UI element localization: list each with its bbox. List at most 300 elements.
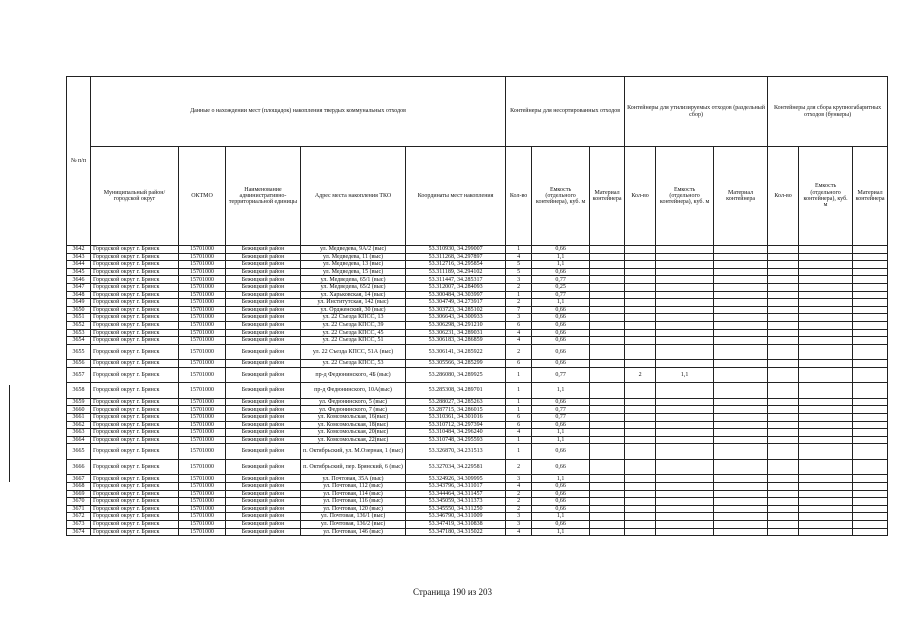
- material-sorted-cell: [714, 246, 768, 254]
- column-header-material: Материал контейнера: [590, 147, 625, 246]
- qty-bulky-cell: [768, 291, 799, 299]
- volume-sorted-cell: [656, 528, 714, 536]
- row-number: 3667: [67, 475, 91, 483]
- address-cell: ул. Комсомольская, 22(выс): [301, 436, 406, 444]
- volume-sorted-cell: [656, 398, 714, 406]
- qty-cell: 4: [506, 337, 532, 345]
- material-sorted-cell: [714, 299, 768, 307]
- volume-bulky-cell: [799, 283, 853, 291]
- oktmo-cell: 15701000: [179, 505, 226, 513]
- column-header-address: Адрес места накопления ТКО: [301, 147, 406, 246]
- qty-sorted-cell: [625, 528, 656, 536]
- coords-cell: 53.305566, 34.285299: [406, 360, 506, 368]
- qty-sorted-cell: [625, 314, 656, 322]
- material-sorted-cell: [714, 291, 768, 299]
- municipal-cell: Городской округ г. Брянск: [91, 383, 179, 399]
- volume-sorted-cell: [656, 321, 714, 329]
- qty-sorted-cell: [625, 505, 656, 513]
- material-sorted-cell: [714, 414, 768, 422]
- table-row: [67, 421, 888, 429]
- volume-bulky-cell: [799, 398, 853, 406]
- material-sorted-cell: [714, 490, 768, 498]
- territory-cell: Бежицкий район: [226, 520, 301, 528]
- volume-cell: 0,66: [532, 314, 590, 322]
- oktmo-cell: 15701000: [179, 475, 226, 483]
- coords-cell: 53.347180, 34.315022: [406, 528, 506, 536]
- qty-cell: 1: [506, 406, 532, 414]
- coords-cell: 53.324926, 34.309995: [406, 475, 506, 483]
- row-number: 3673: [67, 520, 91, 528]
- qty-cell: 2: [506, 490, 532, 498]
- qty-bulky-cell: [768, 268, 799, 276]
- volume-bulky-cell: [799, 421, 853, 429]
- volume-cell: 0,66: [532, 246, 590, 254]
- address-cell: ул. Почтовая, 146 (выс): [301, 528, 406, 536]
- material-sorted-cell: [714, 261, 768, 269]
- qty-cell: 2: [506, 498, 532, 506]
- municipal-cell: Городской округ г. Брянск: [91, 337, 179, 345]
- material-cell: [590, 261, 625, 269]
- qty-cell: 2: [506, 344, 532, 360]
- municipal-cell: Городской округ г. Брянск: [91, 283, 179, 291]
- qty-bulky-cell: [768, 306, 799, 314]
- territory-cell: Бежицкий район: [226, 490, 301, 498]
- oktmo-cell: 15701000: [179, 268, 226, 276]
- territory-cell: Бежицкий район: [226, 360, 301, 368]
- volume-sorted-cell: [656, 383, 714, 399]
- address-cell: ул. Медведева, 65/1 (выс): [301, 276, 406, 284]
- volume-sorted-cell: [656, 246, 714, 254]
- table-row: [67, 299, 888, 307]
- qty-cell: 6: [506, 414, 532, 422]
- table-row: [67, 246, 888, 254]
- volume-cell: 0,66: [532, 306, 590, 314]
- row-number: 3674: [67, 528, 91, 536]
- volume-cell: 0,66: [532, 505, 590, 513]
- oktmo-cell: 15701000: [179, 528, 226, 536]
- material-bulky-cell: [853, 283, 888, 291]
- group-header-unsorted: Контейнеры для несортированных отходов: [506, 77, 625, 147]
- material-bulky-cell: [853, 360, 888, 368]
- volume-sorted-cell: [656, 436, 714, 444]
- qty-cell: 2: [506, 459, 532, 475]
- oktmo-cell: 15701000: [179, 398, 226, 406]
- volume-bulky-cell: [799, 482, 853, 490]
- volume-bulky-cell: [799, 268, 853, 276]
- address-cell: ул. Почтовая, 112 (выс): [301, 482, 406, 490]
- row-number: 3664: [67, 436, 91, 444]
- qty-bulky-cell: [768, 283, 799, 291]
- table-row: [67, 276, 888, 284]
- table-row: [67, 261, 888, 269]
- volume-bulky-cell: [799, 261, 853, 269]
- coords-cell: 53.327034, 34.229581: [406, 459, 506, 475]
- material-bulky-cell: [853, 398, 888, 406]
- volume-cell: 0,66: [532, 268, 590, 276]
- address-cell: ул. Комсомольская, 16(выс): [301, 414, 406, 422]
- qty-bulky-cell: [768, 261, 799, 269]
- table-row: [67, 436, 888, 444]
- row-number: 3671: [67, 505, 91, 513]
- oktmo-cell: 15701000: [179, 367, 226, 383]
- row-number: 3670: [67, 498, 91, 506]
- material-bulky-cell: [853, 436, 888, 444]
- material-cell: [590, 314, 625, 322]
- row-number: 3658: [67, 383, 91, 399]
- territory-cell: Бежицкий район: [226, 406, 301, 414]
- municipal-cell: Городской округ г. Брянск: [91, 314, 179, 322]
- material-cell: [590, 306, 625, 314]
- qty-bulky-cell: [768, 321, 799, 329]
- table-row: [67, 321, 888, 329]
- coords-cell: 53.310748, 34.295593: [406, 436, 506, 444]
- address-cell: ул. Почтовая, 116 (выс): [301, 498, 406, 506]
- qty-cell: 1: [506, 398, 532, 406]
- coords-cell: 53.303723, 34.285102: [406, 306, 506, 314]
- material-bulky-cell: [853, 414, 888, 422]
- municipal-cell: Городской округ г. Брянск: [91, 406, 179, 414]
- volume-sorted-cell: [656, 498, 714, 506]
- coords-cell: 53.312007, 34.284093: [406, 283, 506, 291]
- coords-cell: 53.345550, 34.311250: [406, 505, 506, 513]
- material-sorted-cell: [714, 314, 768, 322]
- municipal-cell: Городской округ г. Брянск: [91, 490, 179, 498]
- territory-cell: Бежицкий район: [226, 268, 301, 276]
- territory-cell: Бежицкий район: [226, 337, 301, 345]
- qty-cell: 4: [506, 253, 532, 261]
- material-sorted-cell: [714, 459, 768, 475]
- material-bulky-cell: [853, 276, 888, 284]
- column-header-qty-sorted: Кол-во: [625, 147, 656, 246]
- qty-cell: 1: [506, 367, 532, 383]
- material-cell: [590, 321, 625, 329]
- volume-cell: 0,66: [532, 344, 590, 360]
- qty-sorted-cell: [625, 436, 656, 444]
- volume-bulky-cell: [799, 291, 853, 299]
- territory-cell: Бежицкий район: [226, 444, 301, 460]
- territory-cell: Бежицкий район: [226, 314, 301, 322]
- qty-cell: 1: [506, 246, 532, 254]
- material-sorted-cell: [714, 436, 768, 444]
- volume-sorted-cell: [656, 276, 714, 284]
- qty-cell: 6: [506, 360, 532, 368]
- volume-cell: 0,66: [532, 459, 590, 475]
- material-sorted-cell: [714, 421, 768, 429]
- material-bulky-cell: [853, 246, 888, 254]
- qty-cell: 2: [506, 299, 532, 307]
- row-number: 3660: [67, 406, 91, 414]
- table-row: [67, 360, 888, 368]
- address-cell: п. Октябрьский, пер. Брянский, 6 (выс): [301, 459, 406, 475]
- material-cell: [590, 246, 625, 254]
- address-cell: ул. 22 Съезда КПСС, 39: [301, 321, 406, 329]
- volume-bulky-cell: [799, 344, 853, 360]
- qty-sorted-cell: [625, 283, 656, 291]
- material-sorted-cell: [714, 520, 768, 528]
- oktmo-cell: 15701000: [179, 360, 226, 368]
- material-bulky-cell: [853, 505, 888, 513]
- territory-cell: Бежицкий район: [226, 429, 301, 437]
- volume-sorted-cell: [656, 360, 714, 368]
- territory-cell: Бежицкий район: [226, 383, 301, 399]
- oktmo-cell: 15701000: [179, 283, 226, 291]
- qty-sorted-cell: [625, 398, 656, 406]
- municipal-cell: Городской округ г. Брянск: [91, 329, 179, 337]
- page-number: Страница 190 из 203: [413, 587, 492, 597]
- volume-bulky-cell: [799, 505, 853, 513]
- volume-sorted-cell: [656, 253, 714, 261]
- column-header-qty: Кол-во: [506, 147, 532, 246]
- row-number: 3657: [67, 367, 91, 383]
- territory-cell: Бежицкий район: [226, 253, 301, 261]
- row-number: 3669: [67, 490, 91, 498]
- qty-cell: 5: [506, 261, 532, 269]
- coords-cell: 53.285308, 34.289701: [406, 383, 506, 399]
- qty-bulky-cell: [768, 398, 799, 406]
- material-cell: [590, 459, 625, 475]
- address-cell: ул. 22 Съезда КПСС, 13: [301, 314, 406, 322]
- material-bulky-cell: [853, 268, 888, 276]
- territory-cell: Бежицкий район: [226, 344, 301, 360]
- qty-bulky-cell: [768, 406, 799, 414]
- qty-sorted-cell: [625, 444, 656, 460]
- material-sorted-cell: [714, 482, 768, 490]
- material-bulky-cell: [853, 314, 888, 322]
- volume-sorted-cell: [656, 329, 714, 337]
- material-cell: [590, 505, 625, 513]
- material-bulky-cell: [853, 253, 888, 261]
- municipal-cell: Городской округ г. Брянск: [91, 291, 179, 299]
- oktmo-cell: 15701000: [179, 314, 226, 322]
- qty-bulky-cell: [768, 436, 799, 444]
- material-bulky-cell: [853, 367, 888, 383]
- material-cell: [590, 520, 625, 528]
- volume-bulky-cell: [799, 360, 853, 368]
- column-header-volume-sorted: Емкость (отдельного контейнера), куб. м: [656, 147, 714, 246]
- address-cell: ул. Почтовая, 120 (выс): [301, 505, 406, 513]
- coords-cell: 53.326870, 34.231513: [406, 444, 506, 460]
- table-row: [67, 383, 888, 399]
- qty-cell: 3: [506, 276, 532, 284]
- volume-bulky-cell: [799, 314, 853, 322]
- table-row: [67, 268, 888, 276]
- qty-sorted-cell: [625, 520, 656, 528]
- volume-sorted-cell: [656, 283, 714, 291]
- municipal-cell: Городской округ г. Брянск: [91, 367, 179, 383]
- material-sorted-cell: [714, 337, 768, 345]
- row-number: 3668: [67, 482, 91, 490]
- qty-sorted-cell: [625, 475, 656, 483]
- oktmo-cell: 15701000: [179, 329, 226, 337]
- material-bulky-cell: [853, 421, 888, 429]
- row-number: 3661: [67, 414, 91, 422]
- volume-cell: 0,66: [532, 337, 590, 345]
- volume-bulky-cell: [799, 513, 853, 521]
- municipal-cell: Городской округ г. Брянск: [91, 421, 179, 429]
- qty-bulky-cell: [768, 490, 799, 498]
- oktmo-cell: 15701000: [179, 436, 226, 444]
- volume-bulky-cell: [799, 520, 853, 528]
- table-row: [67, 513, 888, 521]
- column-header-coords: Координаты мест накопления: [406, 147, 506, 246]
- volume-cell: 0,66: [532, 498, 590, 506]
- column-header-material-bulky: Материал контейнера: [853, 147, 888, 246]
- territory-cell: Бежицкий район: [226, 482, 301, 490]
- qty-cell: 1: [506, 436, 532, 444]
- volume-cell: 0,25: [532, 283, 590, 291]
- column-header-oktmo: ОКТМО: [179, 147, 226, 246]
- qty-bulky-cell: [768, 429, 799, 437]
- municipal-cell: Городской округ г. Брянск: [91, 306, 179, 314]
- row-number: 3654: [67, 337, 91, 345]
- qty-bulky-cell: [768, 520, 799, 528]
- table-row: [67, 406, 888, 414]
- address-cell: ул. Почтовая, 35А (выс): [301, 475, 406, 483]
- row-number: 3642: [67, 246, 91, 254]
- territory-cell: Бежицкий район: [226, 246, 301, 254]
- volume-cell: 0,66: [532, 482, 590, 490]
- qty-sorted-cell: [625, 268, 656, 276]
- qty-bulky-cell: [768, 475, 799, 483]
- coords-cell: 53.344464, 34.311457: [406, 490, 506, 498]
- coords-cell: 53.310712, 34.297394: [406, 421, 506, 429]
- address-cell: ул. Ордженский, 30 (выс): [301, 306, 406, 314]
- qty-cell: 3: [506, 513, 532, 521]
- oktmo-cell: 15701000: [179, 276, 226, 284]
- volume-sorted-cell: [656, 314, 714, 322]
- qty-sorted-cell: [625, 344, 656, 360]
- territory-cell: Бежицкий район: [226, 283, 301, 291]
- material-bulky-cell: [853, 498, 888, 506]
- volume-bulky-cell: [799, 475, 853, 483]
- coords-cell: 53.311447, 34.285317: [406, 276, 506, 284]
- volume-sorted-cell: [656, 344, 714, 360]
- municipal-cell: Городской округ г. Брянск: [91, 344, 179, 360]
- material-bulky-cell: [853, 344, 888, 360]
- material-sorted-cell: [714, 321, 768, 329]
- material-cell: [590, 299, 625, 307]
- volume-sorted-cell: [656, 421, 714, 429]
- oktmo-cell: 15701000: [179, 498, 226, 506]
- coords-cell: 53.345059, 34.311373: [406, 498, 506, 506]
- territory-cell: Бежицкий район: [226, 276, 301, 284]
- volume-bulky-cell: [799, 276, 853, 284]
- material-cell: [590, 490, 625, 498]
- address-cell: ул. Институтская, 142 (выс): [301, 299, 406, 307]
- municipal-cell: Городской округ г. Брянск: [91, 276, 179, 284]
- qty-sorted-cell: [625, 383, 656, 399]
- qty-sorted-cell: [625, 406, 656, 414]
- address-cell: ул. Комсомольская, 20(выс): [301, 429, 406, 437]
- material-sorted-cell: [714, 429, 768, 437]
- territory-cell: Бежицкий район: [226, 299, 301, 307]
- waste-sites-table: [66, 76, 888, 536]
- municipal-cell: Городской округ г. Брянск: [91, 360, 179, 368]
- row-number: 3648: [67, 291, 91, 299]
- address-cell: ул. Медведева, 9А/2 (выс): [301, 246, 406, 254]
- qty-bulky-cell: [768, 246, 799, 254]
- oktmo-cell: 15701000: [179, 306, 226, 314]
- territory-cell: Бежицкий район: [226, 528, 301, 536]
- volume-cell: 0,66: [532, 329, 590, 337]
- margin-mark: [9, 385, 10, 482]
- column-header-volume: Емкость (отдельного контейнера), куб. м: [532, 147, 590, 246]
- table-row: [67, 344, 888, 360]
- qty-sorted-cell: [625, 337, 656, 345]
- material-sorted-cell: [714, 383, 768, 399]
- oktmo-cell: 15701000: [179, 253, 226, 261]
- table-row: [67, 482, 888, 490]
- material-cell: [590, 383, 625, 399]
- qty-cell: 4: [506, 482, 532, 490]
- qty-bulky-cell: [768, 444, 799, 460]
- material-cell: [590, 276, 625, 284]
- volume-sorted-cell: [656, 261, 714, 269]
- coords-cell: 53.347419, 34.310838: [406, 520, 506, 528]
- volume-bulky-cell: [799, 299, 853, 307]
- volume-bulky-cell: [799, 337, 853, 345]
- volume-cell: 1,1: [532, 429, 590, 437]
- volume-cell: 0,77: [532, 291, 590, 299]
- municipal-cell: Городской округ г. Брянск: [91, 528, 179, 536]
- volume-sorted-cell: [656, 505, 714, 513]
- qty-sorted-cell: [625, 482, 656, 490]
- volume-cell: 0,66: [532, 360, 590, 368]
- oktmo-cell: 15701000: [179, 299, 226, 307]
- row-number: 3666: [67, 459, 91, 475]
- table-row: [67, 528, 888, 536]
- qty-sorted-cell: [625, 513, 656, 521]
- oktmo-cell: 15701000: [179, 459, 226, 475]
- group-header-site-data: Данные о нахождении мест (площадок) накопления твердых коммунальных отходов: [91, 77, 506, 147]
- municipal-cell: Городской округ г. Брянск: [91, 414, 179, 422]
- volume-bulky-cell: [799, 429, 853, 437]
- material-bulky-cell: [853, 299, 888, 307]
- municipal-cell: Городской округ г. Брянск: [91, 268, 179, 276]
- material-cell: [590, 498, 625, 506]
- qty-bulky-cell: [768, 513, 799, 521]
- municipal-cell: Городской округ г. Брянск: [91, 505, 179, 513]
- table-row: [67, 329, 888, 337]
- material-sorted-cell: [714, 367, 768, 383]
- territory-cell: Бежицкий район: [226, 513, 301, 521]
- qty-bulky-cell: [768, 360, 799, 368]
- material-cell: [590, 367, 625, 383]
- territory-cell: Бежицкий район: [226, 414, 301, 422]
- address-cell: пр-д Федюнинского, 4Б (выс): [301, 367, 406, 383]
- row-number: 3644: [67, 261, 91, 269]
- coords-cell: 53.312716, 34.295854: [406, 261, 506, 269]
- qty-bulky-cell: [768, 459, 799, 475]
- address-cell: пр-д Федюнинского, 10А(выс): [301, 383, 406, 399]
- table-row: [67, 337, 888, 345]
- qty-sorted-cell: [625, 321, 656, 329]
- material-bulky-cell: [853, 329, 888, 337]
- municipal-cell: Городской округ г. Брянск: [91, 475, 179, 483]
- qty-sorted-cell: [625, 490, 656, 498]
- material-bulky-cell: [853, 482, 888, 490]
- volume-cell: 1,1: [532, 475, 590, 483]
- material-sorted-cell: [714, 528, 768, 536]
- volume-sorted-cell: [656, 475, 714, 483]
- table-row: [67, 520, 888, 528]
- territory-cell: Бежицкий район: [226, 459, 301, 475]
- volume-bulky-cell: [799, 367, 853, 383]
- material-cell: [590, 268, 625, 276]
- row-number: 3653: [67, 329, 91, 337]
- volume-cell: 1,1: [532, 528, 590, 536]
- table-row: [67, 490, 888, 498]
